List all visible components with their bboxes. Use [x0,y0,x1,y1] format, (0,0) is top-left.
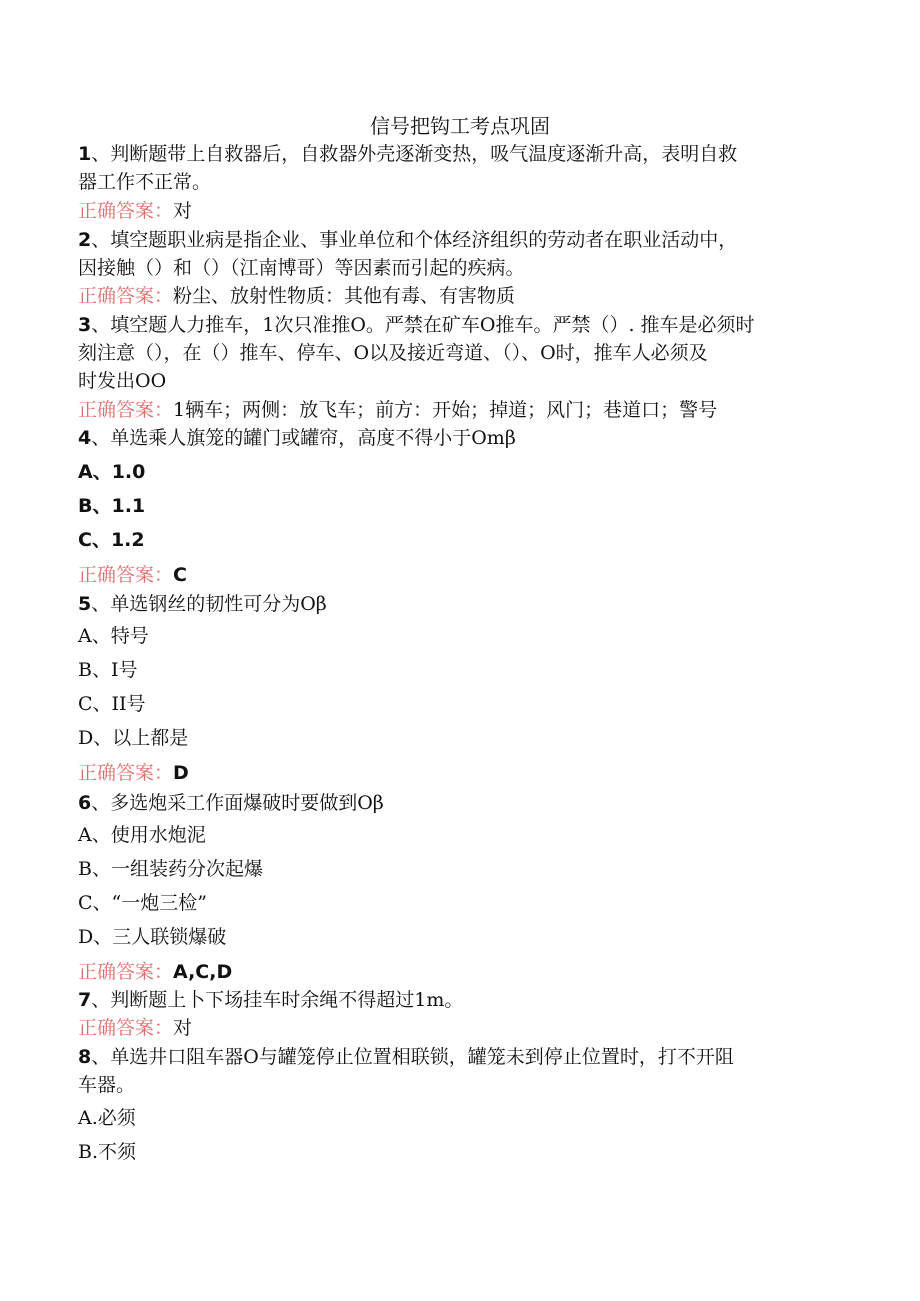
question-number: 8 [78,1046,92,1068]
answer-5 [78,759,189,787]
option-b: B、一组装药分次起爆 [78,858,263,880]
answer-6 [78,958,232,986]
question-text: 、填空题人力推车，1次只准推O。严禁在矿车O推车。严禁（）. 推车是必须时 [91,314,755,336]
question-number: 1 [78,143,92,165]
option-d: D、以上都是 [78,727,189,749]
answer-label: 正确答案： [78,1017,174,1039]
answer-7 [78,1014,192,1042]
question-5 [78,590,327,618]
option-c: C、“一炮三检” [78,892,207,914]
option-a: A、1.0 [78,461,146,483]
page-title: 信号把钩工考点巩固 [370,114,550,138]
option-a: A、特号 [78,625,149,647]
question-2-line-2: 因接触（）和（）（江南博哥）等因素而引起的疾病。 [78,257,525,279]
answer-label: 正确答案： [78,399,174,421]
answer-4 [78,561,187,589]
question-text: 、填空题职业病是指企业、事业单位和个体经济组织的劳动者在职业活动中， [91,229,738,251]
question-text: 、多选炮采工作面爆破时要做到Oβ [91,792,384,814]
question-text: 、单选乘人旗笼的罐门或罐帘，高度不得小于Omβ [91,427,516,449]
answer-value: 对 [173,1017,193,1039]
answer-2 [78,282,515,310]
question-text: 、单选井口阻车器O与罐笼停止位置相联锁，罐笼未到停止位置时，打不开阻 [91,1046,734,1068]
question-1-line-1 [78,140,737,168]
option-d: D、三人联锁爆破 [78,926,227,948]
option-b: B、I号 [78,659,138,681]
question-8-line-2: 车器。 [78,1074,136,1096]
answer-3 [78,396,717,424]
question-2-line-1 [78,226,737,254]
option-c: C、1.2 [78,529,145,551]
question-text: 、判断题上卜下场挂车时余绳不得超过1m。 [91,989,464,1011]
question-number: 6 [78,792,92,814]
answer-value: A,C,D [173,961,233,983]
answer-value: 1辆车；两侧：放飞车；前方：开始；掉道；风门；巷道口；警号 [173,399,718,421]
option-c: C、II号 [78,693,146,715]
question-number: 2 [78,229,92,251]
answer-1 [78,197,192,225]
answer-label: 正确答案： [78,762,174,784]
answer-label: 正确答案： [78,961,174,983]
question-7 [78,986,463,1014]
answer-label: 正确答案： [78,564,174,586]
answer-value: C [173,564,187,586]
question-3-line-1 [78,311,755,339]
question-number: 3 [78,314,92,336]
answer-label: 正确答案： [78,285,174,307]
question-4 [78,424,516,452]
question-6 [78,789,384,817]
question-3-line-2: 刻注意（），在（）推车、停车、O以及接近弯道、（）、O时，推车人必须及 [78,342,708,364]
question-number: 5 [78,593,92,615]
option-a: A.必须 [78,1107,136,1129]
question-text: 、判断题带上自救器后，自救器外壳逐渐变热，吸气温度逐渐升高，表明自救 [91,143,738,165]
question-1-line-2: 器工作不正常。 [78,171,212,193]
question-3-line-3: 时发出OO [78,370,167,392]
option-b: B、1.1 [78,495,146,517]
answer-label: 正确答案： [78,200,174,222]
answer-value: 对 [173,200,193,222]
answer-value: D [173,762,189,784]
question-text: 、单选钢丝的韧性可分为Oβ [91,593,327,615]
option-a: A、使用水炮泥 [78,824,206,846]
question-8-line-1 [78,1043,734,1071]
option-b: B.不须 [78,1141,137,1163]
question-number: 4 [78,427,92,449]
answer-value: 粉尘、放射性物质：其他有毒、有害物质 [173,285,516,307]
question-number: 7 [78,989,92,1011]
